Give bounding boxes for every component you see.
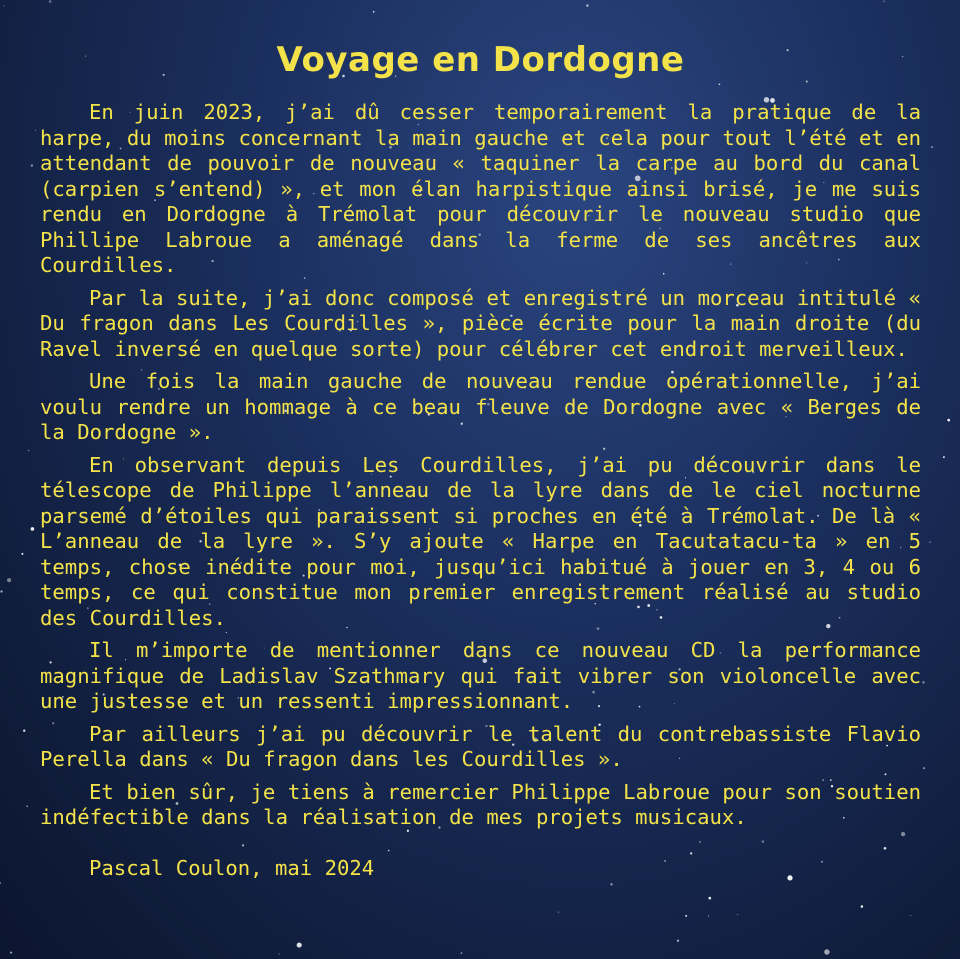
star — [278, 953, 279, 954]
paragraph-5: Il m’importe de mentionner dans ce nouveau CD la performance magnifique de Ladislav Szathmary qui fait vibrer son violoncelle avec une justesse et un ressenti impressionnant. — [40, 638, 921, 713]
star — [31, 527, 35, 531]
paragraph-1: En juin 2023, j’ai dû cesser temporairement la pratique de la harpe, du moins concernant la main gauche et cela pour tout l’été et en attendant de pouvoir de nouveau « taquiner la carpe au bord du canal (carpien s’entend) », et mon élan harpistique ainsi brisé, je me suis rendu en Dordogne à Trémolat pour découvrir le nouveau studio que Phillipe Labroue a aménagé dans la ferme de ses ancêtres aux Courdilles. — [40, 100, 921, 277]
star — [461, 952, 463, 954]
star — [708, 915, 709, 916]
star — [7, 578, 11, 582]
star — [10, 952, 12, 954]
star — [49, 0, 52, 3]
star — [26, 805, 27, 806]
star — [947, 419, 950, 422]
signature: Pascal Coulon, mai 2024 — [89, 855, 375, 880]
star — [922, 681, 924, 683]
paragraph-4: En observant depuis Les Courdilles, j’ai pu découvrir dans le télescope de Philippe l’anneau de la lyre dans de le ciel nocturne parsemé d’étoiles qui paraissent si proches en été à Trémolat. De là « L’anneau de la lyre ». S’y ajoute « Harpe en Tacutatacu-ta » en 5 temps, chose inédite pour moi, jusqu’ici habitué à jouer en 3, 4 ou 6 temps, ce qui constitue mon premier enregistrement réalisé au studio des Courdilles. — [40, 452, 921, 630]
star — [923, 767, 925, 769]
star — [610, 883, 613, 886]
star — [21, 553, 23, 555]
star — [677, 940, 679, 942]
star — [23, 730, 25, 732]
star — [708, 897, 711, 900]
star — [861, 905, 864, 908]
star — [373, 11, 375, 13]
star — [31, 164, 33, 166]
star — [931, 146, 933, 148]
star — [35, 130, 36, 131]
paragraph-6: Par ailleurs j’ai pu découvrir le talent du contrebassiste Flavio Perella dans « Du fragon dans les Courdilles ». — [40, 721, 921, 771]
page-title: Voyage en Dordogne — [276, 40, 685, 80]
star — [586, 4, 588, 6]
paragraph-3: Une fois la main gauche de nouveau rendue opérationnelle, j’ai voulu rendre un hommage à ce beau fleuve de Dordogne avec « Berges de la Dordogne ». — [40, 369, 921, 444]
paragraph-2: Par la suite, j’ai donc composé et enregistré un morceau intitulé « Du fragon dans Les Courdilles », pièce écrite pour la main droite (du Ravel inversé en quelque sorte) pour célébrer cet endroit merveilleux. — [40, 285, 921, 361]
star — [297, 943, 302, 948]
star — [929, 541, 930, 542]
star — [943, 456, 945, 458]
document-page — [40, 36, 921, 881]
star — [824, 949, 829, 954]
star — [28, 450, 29, 451]
star — [3, 5, 4, 6]
star — [558, 912, 559, 913]
star — [685, 915, 687, 917]
star — [883, 0, 885, 2]
star — [0, 590, 2, 592]
star — [737, 914, 738, 915]
star — [910, 915, 911, 916]
star — [0, 882, 1, 883]
paragraph-7: Et bien sûr, je tiens à remercier Philippe Labroue pour son soutien indéfectible dans la réalisation de mes projets musicaux. — [40, 779, 921, 829]
